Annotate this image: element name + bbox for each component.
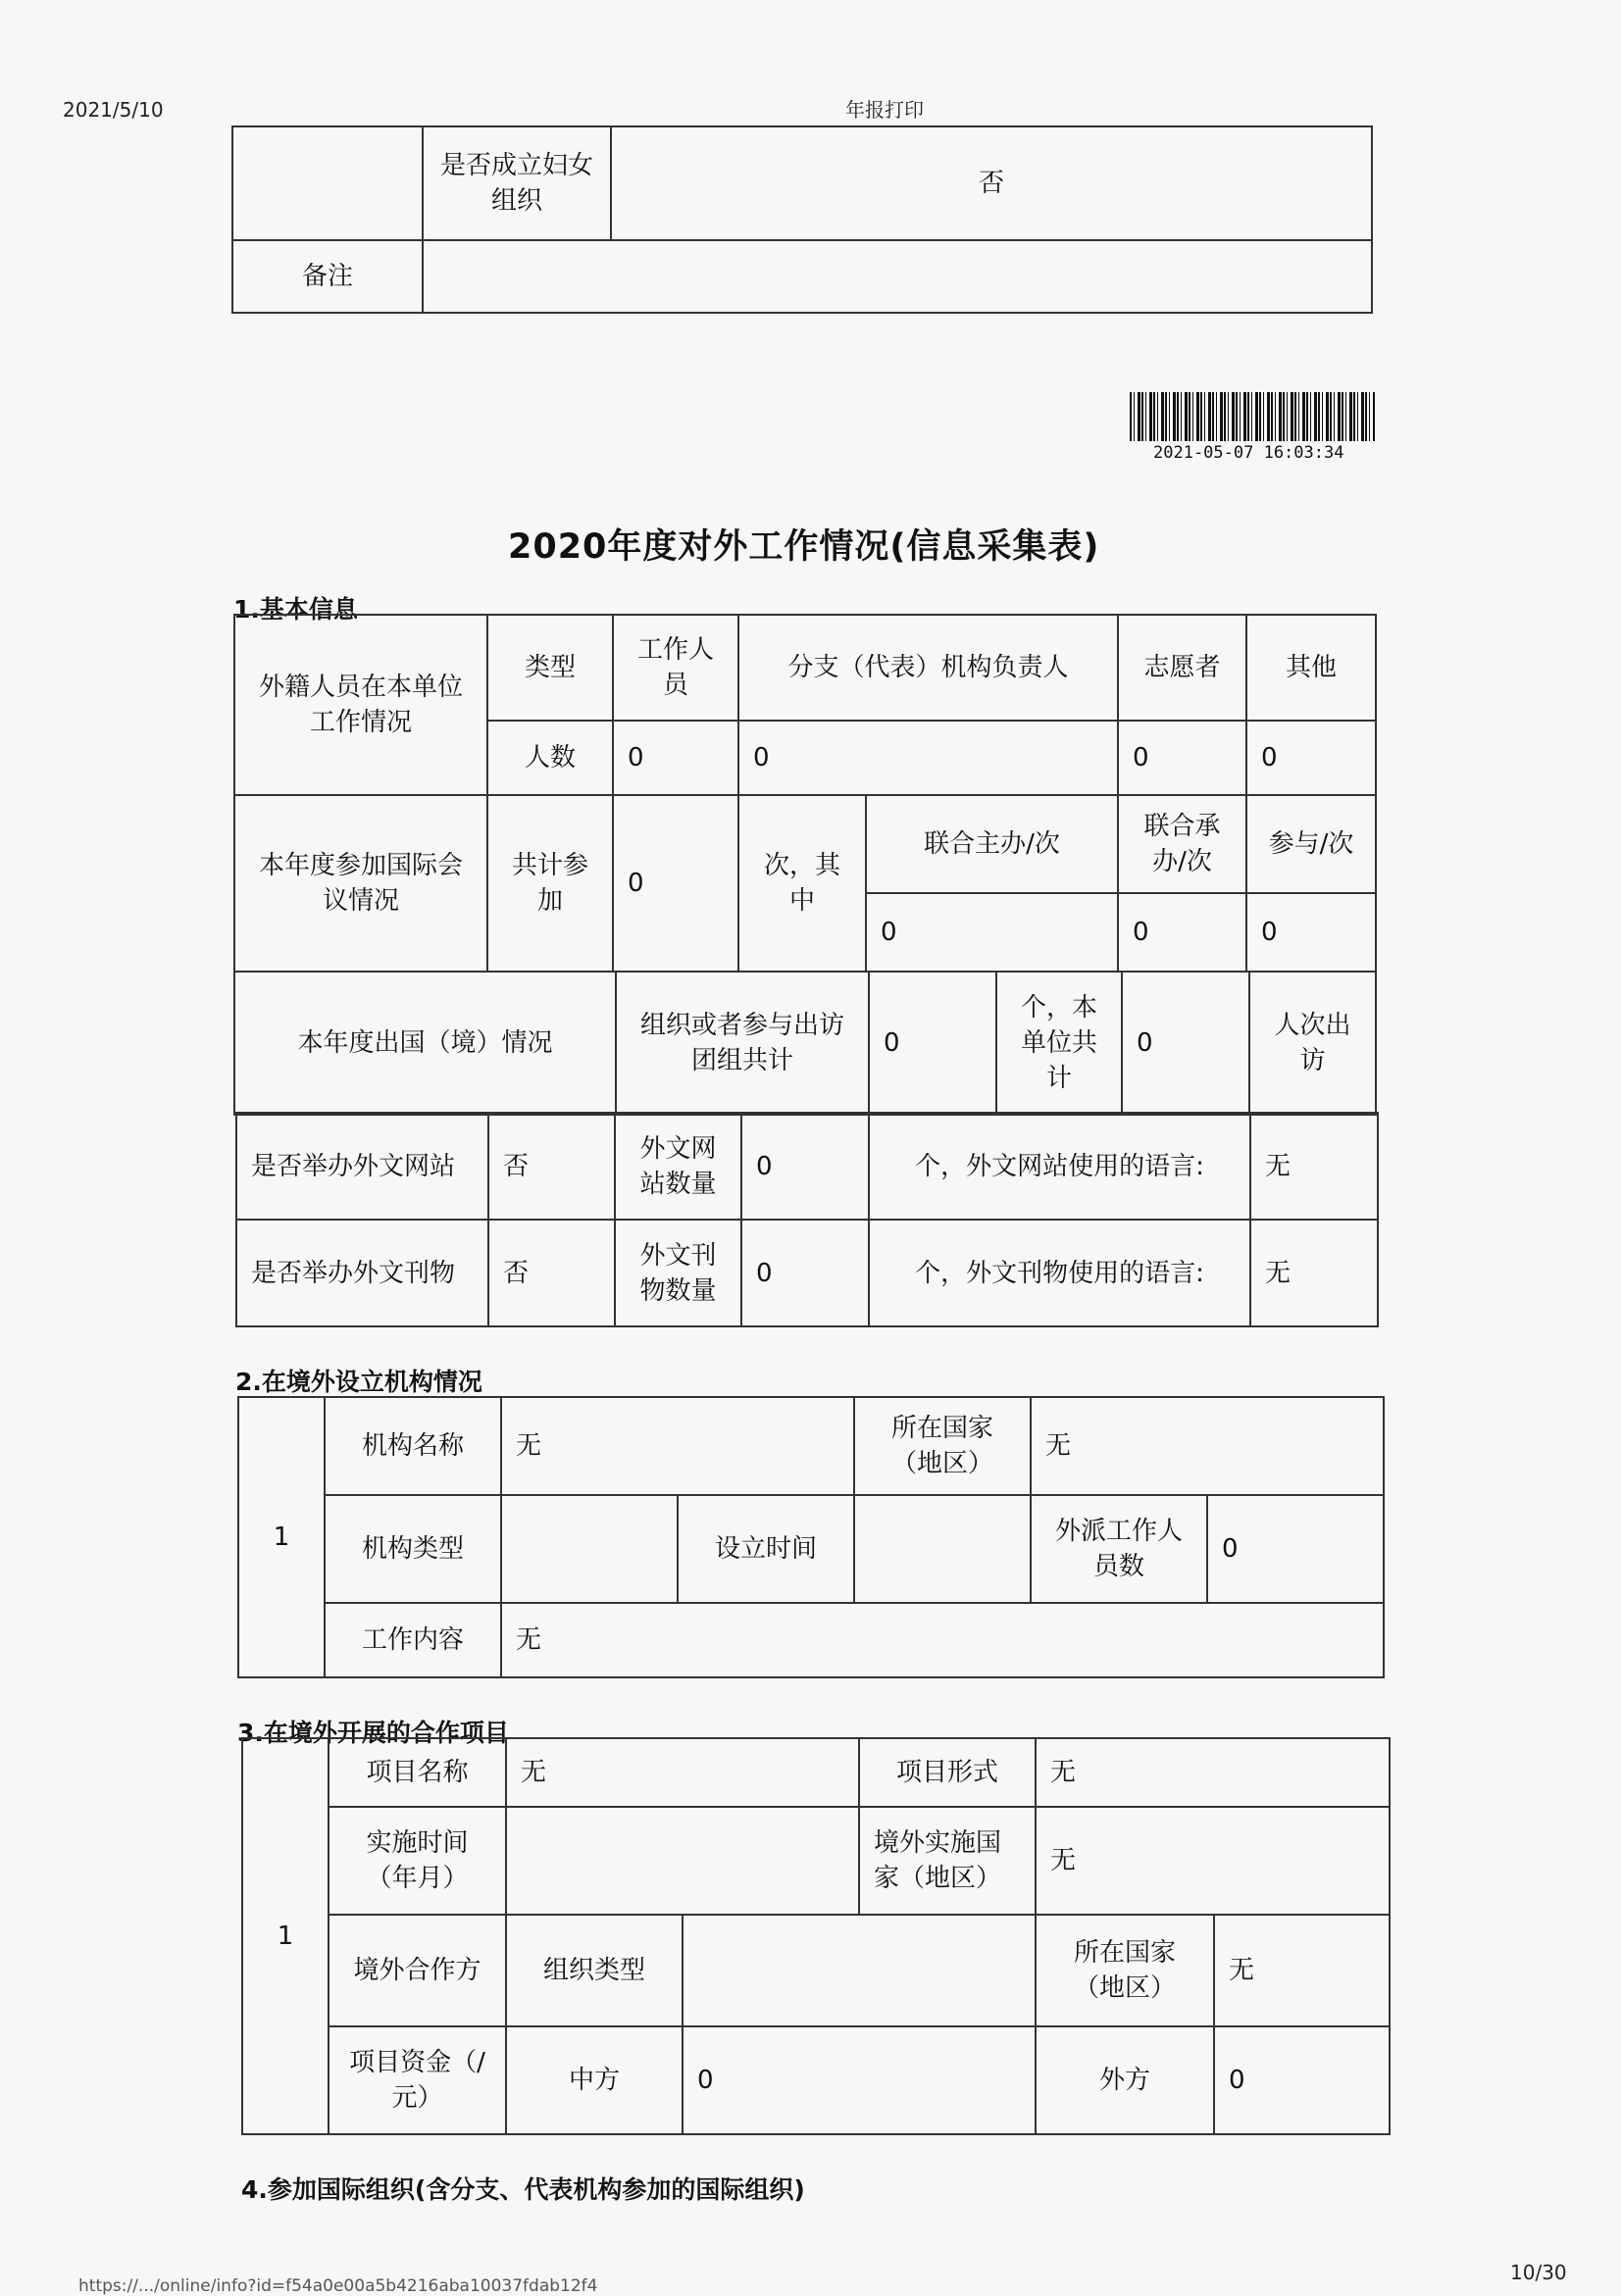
overseas-org-table <box>237 1396 1385 1678</box>
journal-value: 否 <box>488 1220 615 1326</box>
org-staff-value: 0 <box>1207 1495 1384 1603</box>
website-lang-label: 个，外文网站使用的语言: <box>869 1113 1250 1220</box>
basic-info-table-b <box>233 971 1377 1116</box>
conference-total: 0 <box>613 795 738 972</box>
cn-label: 中方 <box>506 2026 683 2134</box>
org-country-label: 所在国家（地区） <box>854 1397 1031 1495</box>
cn-value: 0 <box>683 2026 1036 2134</box>
project-form-value: 无 <box>1036 1738 1390 1807</box>
org-type-label: 机构类型 <box>325 1495 501 1603</box>
print-date: 2021/5/10 <box>63 98 164 122</box>
org-type-value <box>501 1495 678 1603</box>
co-organize-label: 联合承办/次 <box>1118 795 1246 893</box>
branch-head-label: 分支（代表）机构负责人 <box>738 615 1118 721</box>
other-label: 其他 <box>1246 615 1376 721</box>
project-form-label: 项目形式 <box>859 1738 1036 1807</box>
footer-url: https://.../online/info?id=f54a0e00a5b4216aba10037fdab12f4 <box>78 2276 598 2296</box>
count-label: 人数 <box>487 721 613 795</box>
website-lang: 无 <box>1250 1113 1378 1220</box>
journal-count: 0 <box>741 1220 869 1326</box>
journal-lang-label: 个，外文刊物使用的语言: <box>869 1220 1250 1326</box>
foreign-label: 外方 <box>1036 2026 1214 2134</box>
project-name-value: 无 <box>506 1738 859 1807</box>
page-number: 10/30 <box>1510 2261 1567 2284</box>
journal-label: 是否举办外文刊物 <box>236 1220 488 1326</box>
print-title: 年报打印 <box>845 98 924 122</box>
impl-country-value: 无 <box>1036 1807 1390 1915</box>
org-index: 1 <box>238 1397 325 1677</box>
foreign-staff-label: 外籍人员在本单位工作情况 <box>234 615 487 795</box>
journal-lang: 无 <box>1250 1220 1378 1326</box>
org-country-value: 无 <box>1031 1397 1384 1495</box>
staff-label: 工作人员 <box>613 615 738 721</box>
project-name-label: 项目名称 <box>329 1738 506 1807</box>
section-2-title: 2.在境外设立机构情况 <box>235 1368 482 1396</box>
basic-info-table-a <box>233 614 1377 973</box>
foreign-value: 0 <box>1214 2026 1390 2134</box>
website-count: 0 <box>741 1113 869 1220</box>
barcode-time: 2021-05-07 16:03:34 <box>1153 443 1344 463</box>
abroad-person-label: 人次出访 <box>1249 972 1376 1115</box>
journal-count-label: 外文刊物数量 <box>615 1220 741 1326</box>
type-label: 类型 <box>487 615 613 721</box>
org-type-value-2 <box>683 1915 1036 2026</box>
org-setup-time-value <box>854 1495 1031 1603</box>
website-label: 是否举办外文网站 <box>236 1113 488 1220</box>
coop-project-table <box>241 1737 1391 2135</box>
org-staff-label: 外派工作人员数 <box>1031 1495 1207 1603</box>
volunteer-count: 0 <box>1118 721 1246 795</box>
co-host-value: 0 <box>866 893 1118 972</box>
remarks-value <box>423 240 1372 313</box>
basic-info-table-c <box>235 1112 1379 1327</box>
org-work-label: 工作内容 <box>325 1603 501 1677</box>
participate-value: 0 <box>1246 893 1376 972</box>
org-setup-time-label: 设立时间 <box>678 1495 854 1603</box>
org-work-value: 无 <box>501 1603 1384 1677</box>
impl-time-value <box>506 1807 859 1915</box>
remarks-label: 备注 <box>232 240 423 313</box>
abroad-groups: 0 <box>869 972 996 1115</box>
barcode <box>1130 392 1375 441</box>
partner-country-value: 无 <box>1214 1915 1390 2026</box>
partner-label: 境外合作方 <box>329 1915 506 2026</box>
conference-times-label: 次，其中 <box>738 795 866 972</box>
doc-title: 2020年度对外工作情况(信息采集表) <box>508 527 1100 567</box>
women-org-value: 否 <box>611 126 1372 240</box>
org-name-label: 机构名称 <box>325 1397 501 1495</box>
org-name-value: 无 <box>501 1397 854 1495</box>
blank-cell <box>232 126 423 240</box>
org-type-label-2: 组织类型 <box>506 1915 683 2026</box>
section-1-title: 1.基本信息 <box>233 595 358 624</box>
volunteer-label: 志愿者 <box>1118 615 1246 721</box>
co-host-label: 联合主办/次 <box>866 795 1118 893</box>
partner-country-label: 所在国家（地区） <box>1036 1915 1214 2026</box>
women-org-table <box>231 125 1373 314</box>
project-index: 1 <box>242 1738 329 2134</box>
participate-label: 参与/次 <box>1246 795 1376 893</box>
abroad-unit-label: 个，本单位共计 <box>996 972 1122 1115</box>
co-organize-value: 0 <box>1118 893 1246 972</box>
impl-time-label: 实施时间（年月） <box>329 1807 506 1915</box>
branch-head-count: 0 <box>738 721 1118 795</box>
section-3-title: 3.在境外开展的合作项目 <box>237 1719 509 1747</box>
abroad-groups-label: 组织或者参与出访团组共计 <box>616 972 869 1115</box>
impl-country-label: 境外实施国家（地区） <box>859 1807 1036 1915</box>
website-count-label: 外文网站数量 <box>615 1113 741 1220</box>
conference-total-label: 共计参加 <box>487 795 613 972</box>
women-org-label: 是否成立妇女组织 <box>423 126 611 240</box>
fund-label: 项目资金（/元） <box>329 2026 506 2134</box>
section-4-title: 4.参加国际组织(含分支、代表机构参加的国际组织) <box>241 2175 805 2204</box>
website-value: 否 <box>488 1113 615 1220</box>
other-count: 0 <box>1246 721 1376 795</box>
abroad-label: 本年度出国（境）情况 <box>234 972 616 1115</box>
abroad-unit: 0 <box>1122 972 1249 1115</box>
conference-label: 本年度参加国际会议情况 <box>234 795 487 972</box>
staff-count: 0 <box>613 721 738 795</box>
